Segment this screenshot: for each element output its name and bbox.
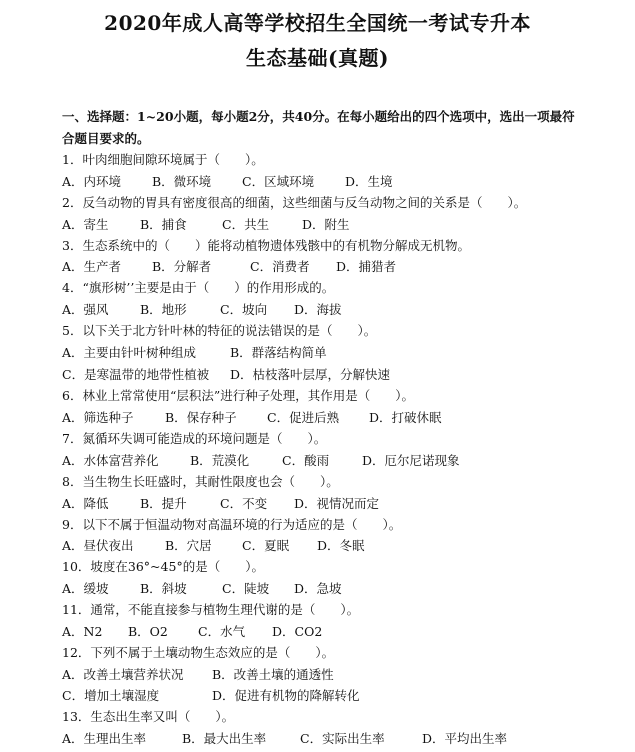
question-stem: 3．生态系统中的（ ）能将动植物遗体残骸中的有机物分解成无机物。 xyxy=(62,238,470,253)
option-b: B．提升 xyxy=(140,496,187,511)
option-b: B．地形 xyxy=(140,302,187,317)
option-c: C．夏眠 xyxy=(242,538,290,553)
option-b: B．分解者 xyxy=(152,259,212,274)
option-b: B．荒漠化 xyxy=(190,453,250,468)
option-c: C．水气 xyxy=(198,624,246,639)
option-b: B．改善土壤的通透性 xyxy=(212,667,334,682)
option-a: A．筛选种子 xyxy=(62,410,134,425)
option-c: C．区域环境 xyxy=(242,174,315,189)
option-a: A．改善土壤营养状况 xyxy=(62,667,184,682)
option-b: B．捕食 xyxy=(140,217,187,232)
option-c: C．增加土壤湿度 xyxy=(62,688,160,703)
option-d: D．CO2 xyxy=(272,624,323,639)
question-stem: 11．通常，不能直接参与植物生理代谢的是（ ）。 xyxy=(62,602,360,617)
option-a: A．内环境 xyxy=(62,174,122,189)
option-c: C．陡坡 xyxy=(222,581,270,596)
question-stem: 9．以下不属于恒温动物对高温环境的行为适应的是（ ）。 xyxy=(62,517,402,532)
document-subtitle: 生态基础(真题) xyxy=(246,46,389,70)
document-title: 2020年成人高等学校招生全国统一考试专升本 xyxy=(104,11,531,35)
question-stem: 2．反刍动物的胃具有密度很高的细菌，这些细菌与反刍动物之间的关系是（ ）。 xyxy=(62,195,527,210)
option-c: C．不变 xyxy=(220,496,268,511)
option-b: B．微环境 xyxy=(152,174,212,189)
option-a: A．寄生 xyxy=(62,217,109,232)
option-d: D．打破休眠 xyxy=(369,410,442,425)
option-b: B．O2 xyxy=(128,624,168,639)
option-d: D．视情况而定 xyxy=(294,496,380,511)
option-d: D．平均出生率 xyxy=(422,731,508,746)
option-a: A．生产者 xyxy=(62,259,122,274)
option-c: C．实际出生率 xyxy=(300,731,385,746)
question-stem: 7．氮循环失调可能造成的环境问题是（ ）。 xyxy=(62,431,327,446)
option-b: B．最大出生率 xyxy=(182,731,267,746)
option-b: B．斜坡 xyxy=(140,581,187,596)
option-d: D．急坡 xyxy=(294,581,342,596)
option-d: D．生境 xyxy=(345,174,393,189)
option-d: D．冬眠 xyxy=(317,538,365,553)
question-stem: 5．以下关于北方针叶林的特征的说法错误的是（ ）。 xyxy=(62,323,377,338)
option-a: A．昼伏夜出 xyxy=(62,538,134,553)
question-stem: 8．当生物生长旺盛时，其耐性限度也会（ ）。 xyxy=(62,474,339,489)
question-stem: 13．生态出生率又叫（ ）。 xyxy=(62,709,235,724)
question-stem: 12．下列不属于土壤动物生态效应的是（ ）。 xyxy=(62,645,335,660)
option-a: A．降低 xyxy=(62,496,109,511)
option-c: C．是寒温带的地带性植被 xyxy=(62,367,210,382)
question-stem: 4．“旗形树’’主要是由于（ ）的作用形成的。 xyxy=(62,280,335,295)
option-a: A．主要由针叶树种组成 xyxy=(62,345,197,360)
option-d: D．附生 xyxy=(302,217,350,232)
question-stem: 10．坡度在36°~45°的是（ ）。 xyxy=(62,559,264,574)
option-a: A．水体富营养化 xyxy=(62,453,159,468)
option-b: B．穴居 xyxy=(165,538,212,553)
question-stem: 6．林业上常常使用“层积法”进行种子处理，其作用是（ ）。 xyxy=(62,388,414,403)
option-c: C．共生 xyxy=(222,217,270,232)
option-a: A．N2 xyxy=(62,624,103,639)
option-c: C．消费者 xyxy=(250,259,310,274)
option-d: D．捕猎者 xyxy=(336,259,397,274)
option-d: D．促进有机物的降解转化 xyxy=(212,688,360,703)
question-stem: 1．叶肉细胞间隙环境属于（ ）。 xyxy=(62,152,264,167)
option-c: C．坡向 xyxy=(220,302,268,317)
option-a: A．生理出生率 xyxy=(62,731,147,746)
section-header: 一、选择题：1~20小题，每小题2分，共40分。在每小题给出的四个选项中，选出一项最符合题目要求的。 xyxy=(62,109,575,146)
option-c: C．促进后熟 xyxy=(267,410,340,425)
option-c: C．酸雨 xyxy=(282,453,330,468)
option-a: A．强风 xyxy=(62,302,109,317)
option-d: D．枯枝落叶层厚，分解快速 xyxy=(230,367,391,382)
option-d: D．厄尔尼诺现象 xyxy=(362,453,460,468)
option-d: D．海拔 xyxy=(294,302,342,317)
option-b: B．群落结构简单 xyxy=(230,345,327,360)
option-b: B．保存种子 xyxy=(165,410,237,425)
option-a: A．缓坡 xyxy=(62,581,109,596)
